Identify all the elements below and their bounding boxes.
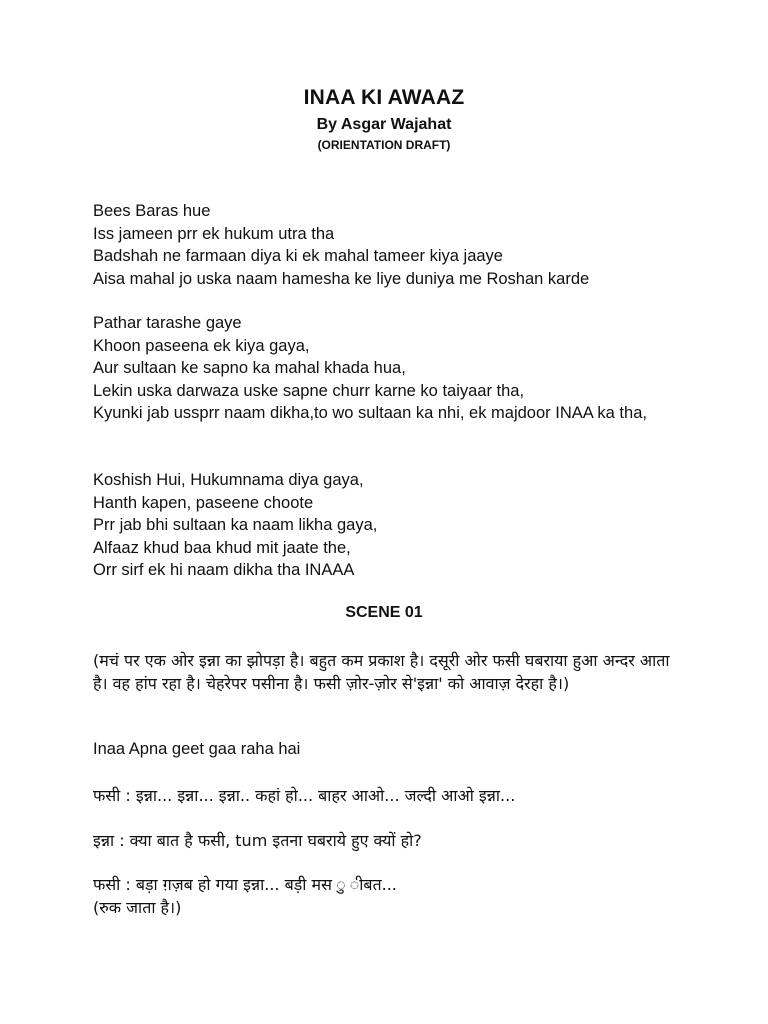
poem-line: Kyunki jab ussprr naam dikha,to wo sultaan ka nhi, ek majdoor INAA ka tha, xyxy=(93,404,647,423)
dialogue-inna-1: इन्ना : क्या बात है फसी, tum इतना घबराये हुए क्यों हो? xyxy=(93,831,422,850)
poem-line: Prr jab bhi sultaan ka naam likha gaya, xyxy=(93,516,378,535)
poem-line: Khoon paseena ek kiya gaya, xyxy=(93,336,310,355)
document-author: By Asgar Wajahat xyxy=(316,116,452,133)
poem-line: Alfaaz khud baa khud mit jaate the, xyxy=(93,538,351,557)
poem-line: Aisa mahal jo uska naam hamesha ke liye duniya me Roshan karde xyxy=(93,269,590,288)
poem-line: Orr sirf ek hi naam dikha tha INAAA xyxy=(93,561,355,580)
poem-line: Bees Baras hue xyxy=(93,202,211,220)
document-title: INAA KI AWAAZ xyxy=(303,86,465,109)
poem-line: Badshah ne farmaan diya ki ek mahal tameer kiya jaaye xyxy=(93,247,503,266)
draft-note: (ORIENTATION DRAFT) xyxy=(317,138,451,152)
geet-line: Inaa Apna geet gaa raha hai xyxy=(93,740,301,758)
dialogue-fasi-2: फसी : बड़ा ग़ज़ब हो गया इन्ना... बड़ी मस ु ीबत... xyxy=(93,875,397,894)
poem-line: Aur sultaan ke sapno ka mahal khada hua, xyxy=(93,359,406,378)
poem-stanza-2 xyxy=(93,312,683,425)
poem-line: Hanth kapen, paseene choote xyxy=(93,493,314,512)
poem-line: Koshish Hui, Hukumnama diya gaya, xyxy=(93,471,364,489)
dialogue-fasi-1: फसी : इन्ना... इन्ना... इन्ना.. कहां हो... बाहर आओ... जल्दी आओ इन्ना... xyxy=(93,786,516,805)
poem-line: Lekin uska darwaza uske sapne churr karne ko taiyaar tha, xyxy=(93,381,525,400)
dialogue-fasi-2-block xyxy=(93,874,683,919)
poem-stanza-1 xyxy=(93,200,683,290)
poem-line: Iss jameen prr ek hukum utra tha xyxy=(93,224,335,243)
scene-heading: SCENE 01 xyxy=(345,604,423,621)
stage-direction-pause: (रुक जाता है।) xyxy=(93,897,182,917)
stage-direction: (मचं पर एक ओर इन्ना का झोपड़ा है। बहुत कम प्रकाश है। दसूरी ओर फसी घबराया हुआ अन्दर आता है। वह हांप रहा है। चेहरेपर पसीना है। फसी ज़ोर-ज़ोर से'इन्ना' को आवाज़ देरहा है।) xyxy=(93,651,670,693)
poem-stanza-3 xyxy=(93,469,683,582)
poem-line: Pathar tarashe gaye xyxy=(93,314,242,332)
